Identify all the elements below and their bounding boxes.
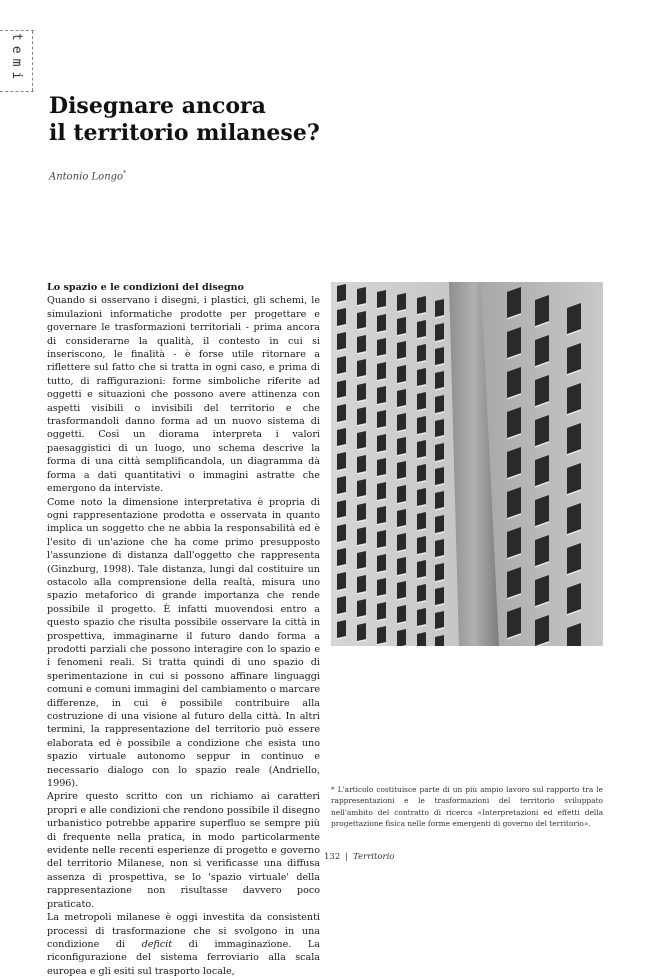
facade-window <box>535 415 549 446</box>
facade-window <box>535 455 549 486</box>
facade-window <box>435 587 444 605</box>
facade-window <box>377 506 386 524</box>
facade-window <box>535 375 549 406</box>
facade-window <box>417 464 426 482</box>
facade-window <box>357 359 366 377</box>
facade-window <box>397 509 406 527</box>
facade-window <box>357 599 366 617</box>
facade-window <box>337 500 346 518</box>
facade-window <box>435 299 444 317</box>
facade-window <box>535 615 549 646</box>
facade-window <box>337 524 346 542</box>
facade-window <box>337 596 346 614</box>
facade-window <box>567 423 581 454</box>
facade-window <box>337 476 346 494</box>
article-title <box>49 93 469 147</box>
facade-window <box>357 431 366 449</box>
facade-window <box>417 512 426 530</box>
building-facade-photo <box>331 282 603 646</box>
facade-window <box>435 611 444 629</box>
facade-window <box>435 539 444 557</box>
facade-window <box>567 383 581 414</box>
facade-window <box>377 338 386 356</box>
facade-window <box>417 296 426 314</box>
facade-window <box>507 487 521 518</box>
facade-window <box>377 290 386 308</box>
facade-window <box>377 626 386 644</box>
facade-window <box>357 311 366 329</box>
facade-window <box>535 335 549 366</box>
facade-window <box>435 467 444 485</box>
facade-window <box>337 284 346 302</box>
facade-window <box>357 575 366 593</box>
facade-window <box>397 461 406 479</box>
facade-window <box>357 455 366 473</box>
facade-window <box>337 572 346 590</box>
facade-window <box>435 347 444 365</box>
page-footer <box>324 852 394 862</box>
author-name: Antonio Longo <box>49 171 124 183</box>
section-tab-label: temi <box>9 33 24 85</box>
section-tab <box>0 30 34 92</box>
facade-window <box>435 443 444 461</box>
facade-window <box>507 447 521 478</box>
facade-window <box>397 605 406 623</box>
facade-window <box>397 533 406 551</box>
facade-window <box>435 419 444 437</box>
paragraph-4-part-2: di immaginazione. La riconfigurazione del sistema ferroviario alla scala europea e gli esiti sul trasporto locale, <box>47 938 320 977</box>
body-paragraph-2: Come noto la dimensione interpretativa è propria di ogni rappresentazione prodotta e osservata in quanto implica un soggetto che ne abbia la responsabilità ed è l'esito di un'azione che ha come primo presupposto l'assunzione di distanza dall'oggetto che rappresenta (Ginzburg, 1998). Tale distanza, lungi dal costituire un ostacolo alla comprensione della realtà, misura uno spazio metaforico di grande importanza che rende possibile il progetto. È infatti muovendosi entro a questo spazio che risulta possibile osservare la città in prospettiva, immaginarne il futuro dando forma a prodotti parziali che possono interagire con lo spazio e i fenomeni reali. Si tratta quindi di uno spazio di sperimentazione in cui si possono affinare linguaggi comuni e comuni immagini del cambiamento o marcare differenze, in cui è possibile contribuire alla costruzione di una visione al futuro della città. In altri termini, la rappresentazione del territorio può essere elaborata ed è possibile a condizione che esista uno spazio virtuale autonomo seppur in continuo e necessario dialogo con lo spazio reale (Andriello, 1996). <box>47 496 320 790</box>
facade-window <box>357 623 366 641</box>
facade-window <box>357 551 366 569</box>
facade-window <box>337 308 346 326</box>
facade-window <box>507 287 521 318</box>
facade-window <box>417 608 426 626</box>
facade-window <box>417 392 426 410</box>
facade-window <box>567 503 581 534</box>
magazine-name: Territorio <box>353 852 395 862</box>
facade-window <box>567 463 581 494</box>
article-title-line-1: Disegnare ancora <box>49 93 266 119</box>
facade-window <box>357 287 366 305</box>
body-column <box>47 281 320 978</box>
facade-window <box>417 320 426 338</box>
facade-window <box>397 485 406 503</box>
paragraph-4-part-1: La metropoli milanese è oggi investita da consistenti processi di trasformazione che si svolgono in una condizione di <box>47 912 320 950</box>
facade-window <box>397 389 406 407</box>
section-tab-rule <box>32 31 33 91</box>
facade-window <box>397 341 406 359</box>
facade-illustration <box>331 282 603 646</box>
facade-window <box>357 335 366 353</box>
facade-window <box>357 407 366 425</box>
facade-window <box>535 575 549 606</box>
facade-window <box>535 495 549 526</box>
facade-window <box>337 452 346 470</box>
facade-window <box>357 527 366 545</box>
facade-window <box>377 602 386 620</box>
facade-window <box>377 530 386 548</box>
facade-window <box>397 437 406 455</box>
facade-window <box>507 607 521 638</box>
article-title-line-2: il territorio milanese? <box>49 120 320 146</box>
facade-window <box>435 515 444 533</box>
facade-window <box>357 479 366 497</box>
facade-window <box>507 407 521 438</box>
facade-window <box>397 581 406 599</box>
facade-window <box>417 632 426 646</box>
facade-window <box>417 488 426 506</box>
facade-window <box>417 536 426 554</box>
facade-window <box>337 356 346 374</box>
facade-window <box>357 383 366 401</box>
body-paragraph-3: Aprire questo scritto con un richiamo ai caratteri propri e alle condizioni che rendono possibile il disegno urbanistico potrebbe apparire superfluo se sempre più di frequente nella pratica, in modo particolarmente evidente nelle recenti esperienze di progetto e governo del territorio Milanese, non si verificasse una diffusa assenza di prospettiva, se lo 'spazio virtuale' della rappresentazione non risultasse davvero poco praticato. <box>47 791 320 910</box>
facade-window <box>377 386 386 404</box>
facade-window <box>377 578 386 596</box>
footer-separator: | <box>345 852 349 862</box>
author-byline <box>49 170 126 182</box>
facade-window <box>397 629 406 646</box>
facade-window <box>377 410 386 428</box>
body-paragraph-1: Quando si osservano i disegni, i plastici, gli schemi, le simulazioni informatiche prodotte per progettare e governare le trasformazioni territoriali - prima ancora di considerarne la qualità, il contesto in cui si inseriscono, le finalità - è forse utile ritornare a riflettere sul fatto che si tratta in ogni caso, e prima di tutto, di raffigurazioni: forme simboliche riferite ad oggetti e situazioni che possono avere attinenza con aspetti visibili o invisibili del territorio e che trasformandoli danno forma ad un nuovo sistema di oggetti. Così un diorama interpreta i valori paesaggistici di un luogo, uno schema descrive la forma di una città semplificandola, un diagramma dà forma a dati quantitativi o immagini astratte che emergono da interviste. <box>47 295 320 495</box>
facade-window <box>435 491 444 509</box>
facade-window <box>397 557 406 575</box>
facade-window <box>417 440 426 458</box>
facade-window <box>397 317 406 335</box>
page-number: 132 <box>324 852 341 862</box>
facade-window <box>377 458 386 476</box>
facade-window <box>435 323 444 341</box>
facade-window <box>435 563 444 581</box>
facade-window <box>417 368 426 386</box>
facade-window <box>337 428 346 446</box>
footnote: * L'articolo costituisce parte di un più ampio lavoro sul rapporto tra le rappresentazioni e le trasformazioni del territorio sviluppato nell'ambito del contratto di ricerca «Interpretazioni ed effetti della progettazione fisica nelle forme emergenti di governo del territorio». <box>331 785 603 828</box>
facade-window <box>435 371 444 389</box>
facade-window <box>337 332 346 350</box>
facade-window <box>357 503 366 521</box>
facade-window <box>567 583 581 614</box>
facade-window <box>397 293 406 311</box>
facade-window <box>535 535 549 566</box>
facade-window <box>507 567 521 598</box>
author-footnote-mark: * <box>123 170 127 177</box>
facade-window <box>377 482 386 500</box>
section-heading: Lo spazio e le condizioni del disegno <box>47 282 244 293</box>
facade-window <box>337 620 346 638</box>
facade-window <box>567 343 581 374</box>
facade-window <box>507 527 521 558</box>
facade-window <box>417 344 426 362</box>
body-paragraph-4 <box>47 911 320 978</box>
facade-window <box>535 295 549 326</box>
facade-window <box>435 395 444 413</box>
facade-window <box>337 380 346 398</box>
facade-window <box>417 416 426 434</box>
facade-window <box>507 327 521 358</box>
facade-window <box>377 362 386 380</box>
facade-window <box>377 314 386 332</box>
facade-window <box>397 413 406 431</box>
facade-window <box>507 367 521 398</box>
facade-window <box>567 543 581 574</box>
facade-window <box>377 434 386 452</box>
facade-window <box>337 404 346 422</box>
facade-window <box>397 365 406 383</box>
paragraph-4-emphasis: deficit <box>141 938 173 950</box>
facade-window <box>417 560 426 578</box>
facade-window <box>567 303 581 334</box>
facade-window <box>417 584 426 602</box>
facade-window <box>337 548 346 566</box>
facade-window <box>377 554 386 572</box>
